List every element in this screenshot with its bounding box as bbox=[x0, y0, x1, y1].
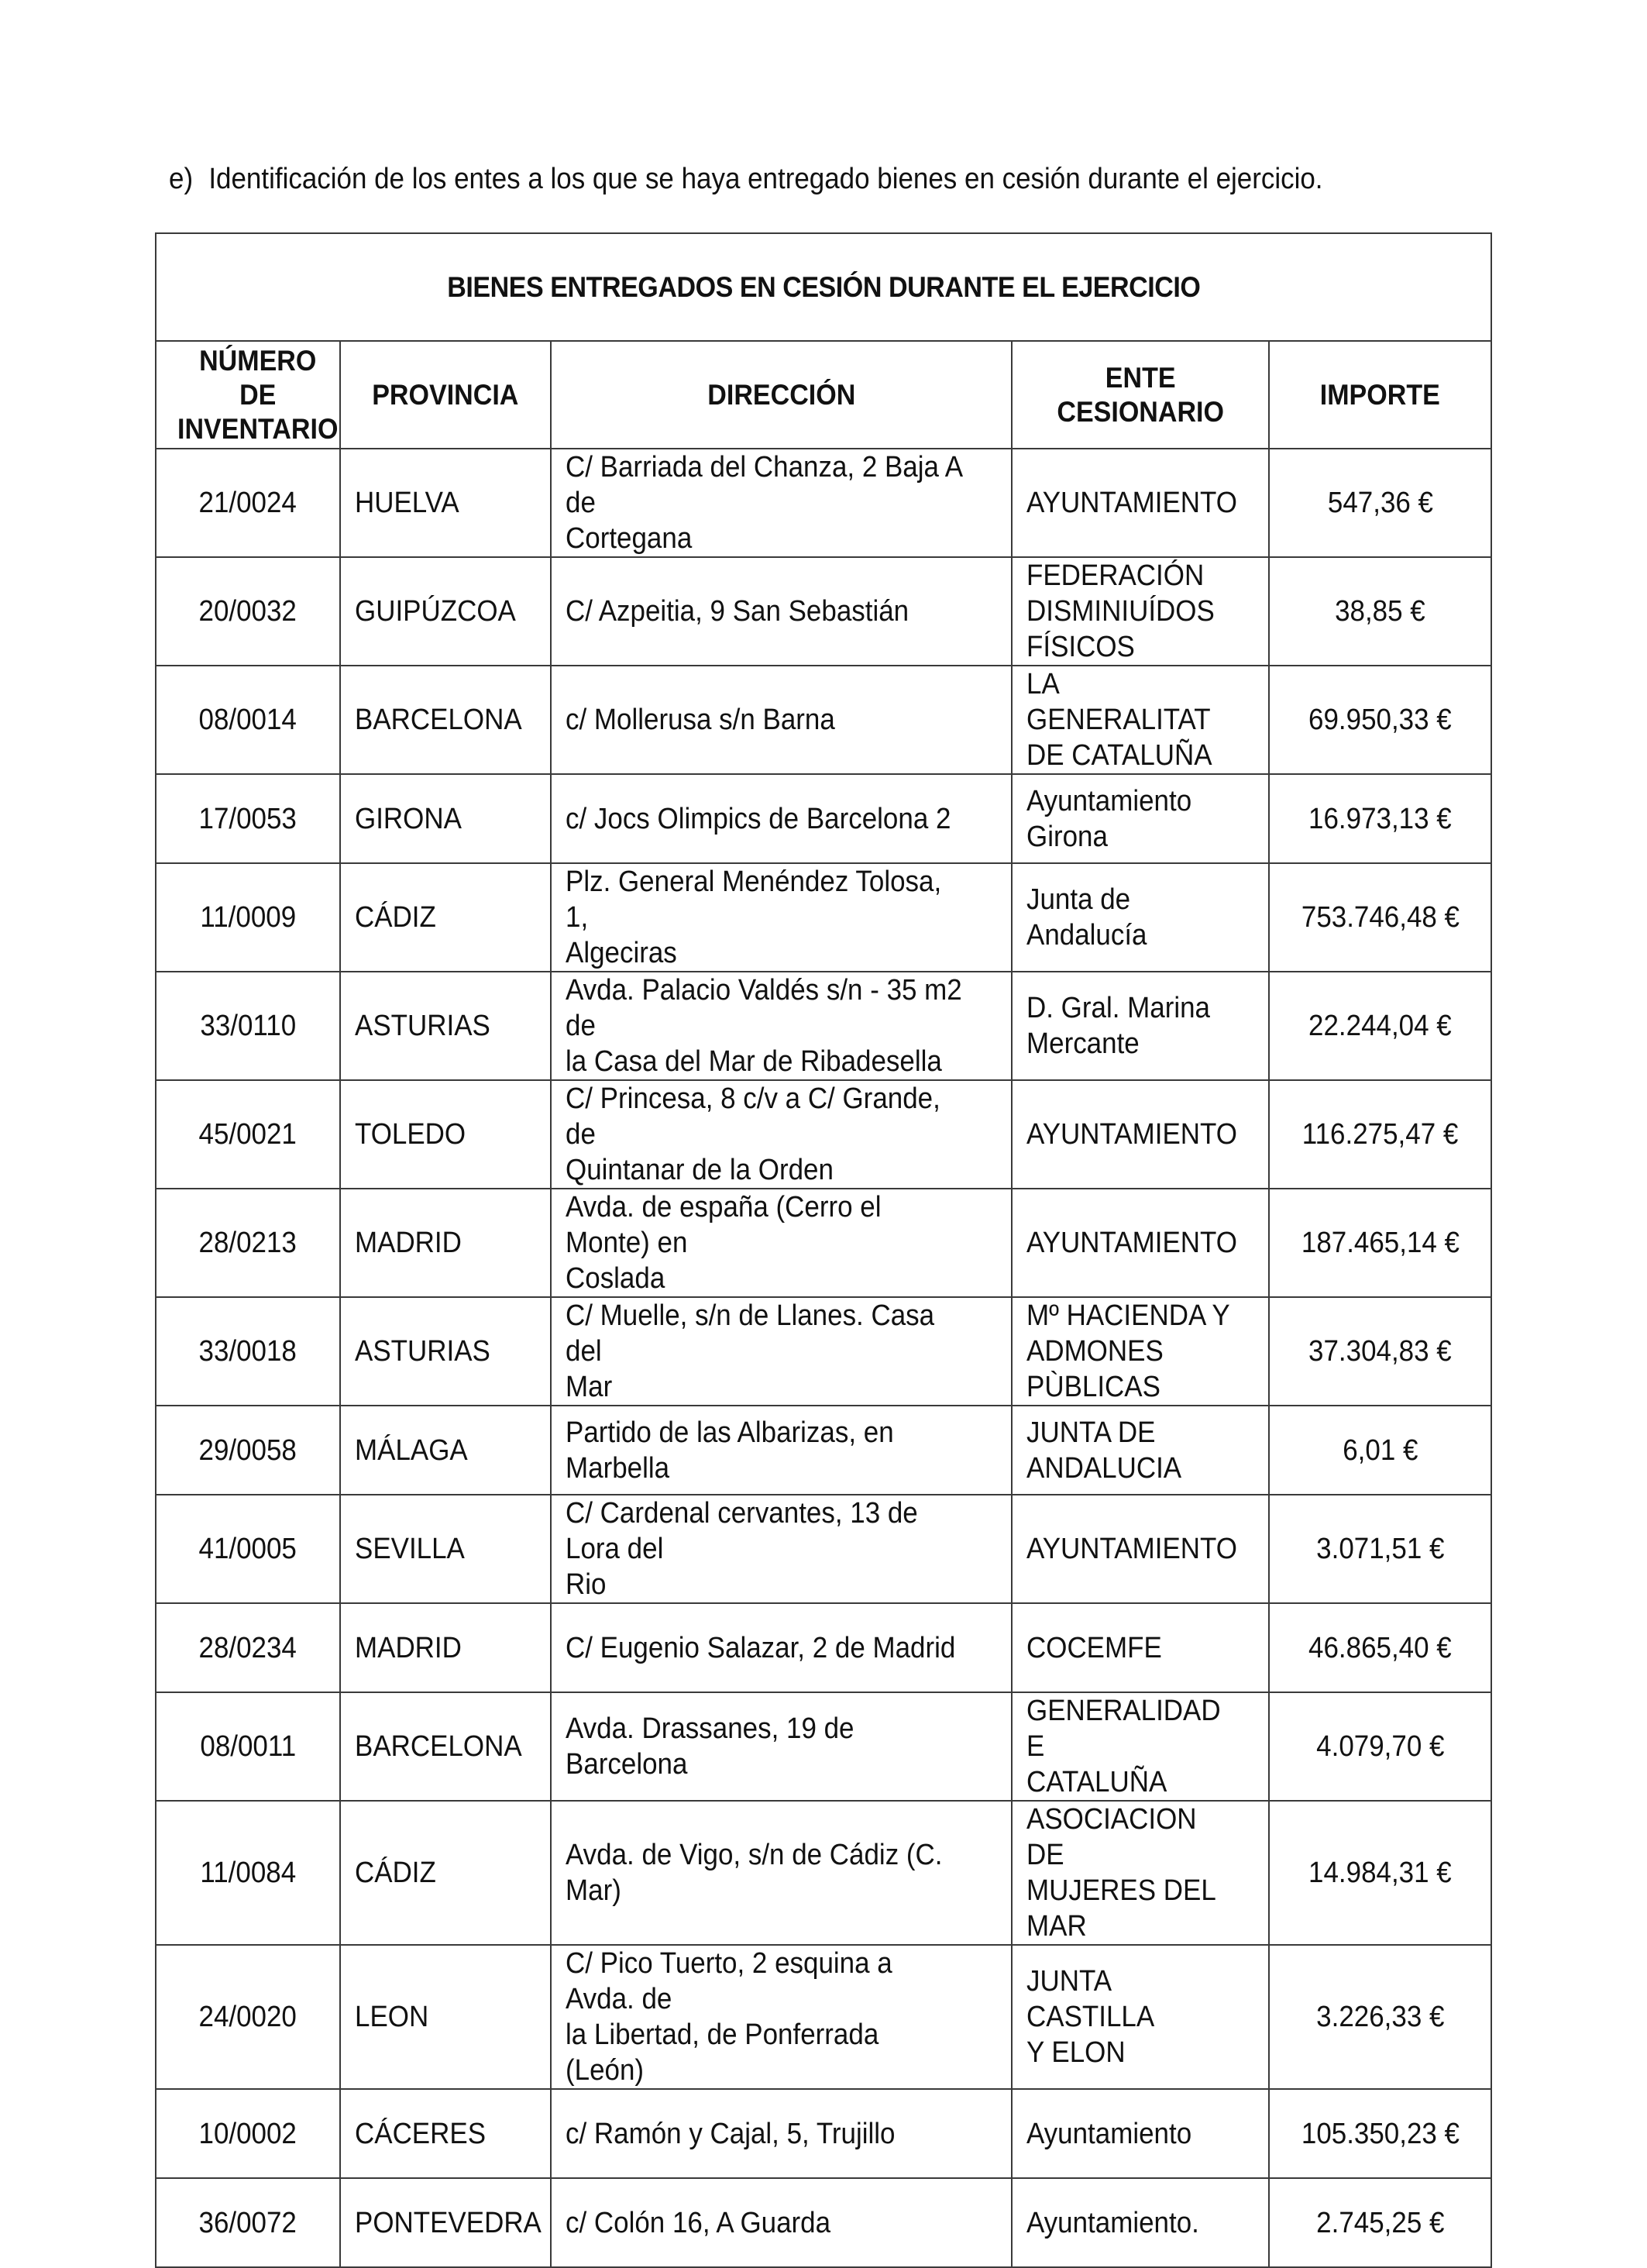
cell-importe: 22.244,04 € bbox=[1269, 972, 1491, 1080]
cell-numero: 20/0032 bbox=[156, 557, 340, 666]
cell-direccion: c/ Colón 16, A Guarda bbox=[551, 2178, 1012, 2267]
cell-ente: AYUNTAMIENTO bbox=[1012, 1495, 1269, 1603]
table-row bbox=[156, 1692, 1491, 1801]
table-row bbox=[156, 1297, 1491, 1406]
cell-numero: 08/0011 bbox=[156, 1692, 340, 1801]
cell-direccion: Avda. Palacio Valdés s/n - 35 m2 de la Casa del Mar de Ribadesella bbox=[551, 972, 1012, 1080]
cell-ente: Mº HACIENDA Y ADMONES PÙBLICAS bbox=[1012, 1297, 1269, 1406]
cell-ente: ASOCIACION DE MUJERES DEL MAR bbox=[1012, 1801, 1269, 1945]
cell-provincia: LEON bbox=[340, 1945, 551, 2089]
cell-importe: 69.950,33 € bbox=[1269, 666, 1491, 774]
table-row bbox=[156, 1801, 1491, 1945]
table-row bbox=[156, 774, 1491, 863]
cell-importe: 116.275,47 € bbox=[1269, 1080, 1491, 1189]
cell-numero: 28/0213 bbox=[156, 1189, 340, 1297]
bienes-cesion-table bbox=[155, 232, 1492, 2268]
cell-numero: 17/0053 bbox=[156, 774, 340, 863]
table-row bbox=[156, 1189, 1491, 1297]
table-row bbox=[156, 1495, 1491, 1603]
cell-importe: 46.865,40 € bbox=[1269, 1603, 1491, 1692]
cell-numero: 45/0021 bbox=[156, 1080, 340, 1189]
cell-provincia: MÁLAGA bbox=[340, 1406, 551, 1495]
column-header-provincia: PROVINCIA bbox=[340, 341, 551, 449]
table-row bbox=[156, 2178, 1491, 2267]
section-heading bbox=[169, 159, 1323, 199]
table-row bbox=[156, 666, 1491, 774]
table-row bbox=[156, 557, 1491, 666]
cell-direccion: C/ Barriada del Chanza, 2 Baja A de Cortegana bbox=[551, 449, 1012, 557]
table-row bbox=[156, 972, 1491, 1080]
cell-direccion: C/ Cardenal cervantes, 13 de Lora del Rio bbox=[551, 1495, 1012, 1603]
cell-importe: 3.226,33 € bbox=[1269, 1945, 1491, 2089]
cell-provincia: TOLEDO bbox=[340, 1080, 551, 1189]
cell-provincia: MADRID bbox=[340, 1603, 551, 1692]
cell-ente: FEDERACIÓN DISMINIUÍDOS FÍSICOS bbox=[1012, 557, 1269, 666]
cell-numero: 33/0018 bbox=[156, 1297, 340, 1406]
cell-direccion: C/ Pico Tuerto, 2 esquina a Avda. de la Libertad, de Ponferrada (León) bbox=[551, 1945, 1012, 2089]
cell-ente: AYUNTAMIENTO bbox=[1012, 1189, 1269, 1297]
cell-ente: Ayuntamiento bbox=[1012, 2089, 1269, 2178]
table-row bbox=[156, 1080, 1491, 1189]
cell-direccion: Avda. de Vigo, s/n de Cádiz (C. Mar) bbox=[551, 1801, 1012, 1945]
cell-ente: JUNTA DE ANDALUCIA bbox=[1012, 1406, 1269, 1495]
cell-direccion: Partido de las Albarizas, en Marbella bbox=[551, 1406, 1012, 1495]
cell-provincia: GUIPÚZCOA bbox=[340, 557, 551, 666]
cell-provincia: CÁDIZ bbox=[340, 1801, 551, 1945]
cell-provincia: SEVILLA bbox=[340, 1495, 551, 1603]
cell-provincia: ASTURIAS bbox=[340, 972, 551, 1080]
cell-numero: 11/0084 bbox=[156, 1801, 340, 1945]
cell-ente: Junta de Andalucía bbox=[1012, 863, 1269, 972]
cell-numero: 08/0014 bbox=[156, 666, 340, 774]
cell-importe: 3.071,51 € bbox=[1269, 1495, 1491, 1603]
cell-ente: GENERALIDAD E CATALUÑA bbox=[1012, 1692, 1269, 1801]
cell-ente: JUNTA CASTILLA Y ELON bbox=[1012, 1945, 1269, 2089]
cell-numero: 28/0234 bbox=[156, 1603, 340, 1692]
cell-importe: 4.079,70 € bbox=[1269, 1692, 1491, 1801]
cell-direccion: C/ Princesa, 8 c/v a C/ Grande, de Quintanar de la Orden bbox=[551, 1080, 1012, 1189]
cell-importe: 16.973,13 € bbox=[1269, 774, 1491, 863]
cell-direccion: c/ Mollerusa s/n Barna bbox=[551, 666, 1012, 774]
cell-numero: 29/0058 bbox=[156, 1406, 340, 1495]
table-row bbox=[156, 1945, 1491, 2089]
cell-direccion: C/ Muelle, s/n de Llanes. Casa del Mar bbox=[551, 1297, 1012, 1406]
table-row bbox=[156, 449, 1491, 557]
cell-ente: LA GENERALITAT DE CATALUÑA bbox=[1012, 666, 1269, 774]
cell-provincia: BARCELONA bbox=[340, 666, 551, 774]
table-row bbox=[156, 863, 1491, 972]
cell-numero: 11/0009 bbox=[156, 863, 340, 972]
cell-provincia: CÁCERES bbox=[340, 2089, 551, 2178]
cell-direccion: C/ Azpeitia, 9 San Sebastián bbox=[551, 557, 1012, 666]
cell-numero: 36/0072 bbox=[156, 2178, 340, 2267]
cell-direccion: C/ Eugenio Salazar, 2 de Madrid bbox=[551, 1603, 1012, 1692]
cell-provincia: BARCELONA bbox=[340, 1692, 551, 1801]
section-heading-text: Identificación de los entes a los que se haya entregado bienes en cesión durante el ejercicio. bbox=[208, 163, 1323, 195]
cell-importe: 2.745,25 € bbox=[1269, 2178, 1491, 2267]
column-header-numero: NÚMERO DE INVENTARIO bbox=[156, 341, 340, 449]
cell-direccion: Plz. General Menéndez Tolosa, 1, Algeciras bbox=[551, 863, 1012, 972]
cell-direccion: c/ Ramón y Cajal, 5, Trujillo bbox=[551, 2089, 1012, 2178]
cell-provincia: ASTURIAS bbox=[340, 1297, 551, 1406]
cell-importe: 6,01 € bbox=[1269, 1406, 1491, 1495]
cell-ente: Ayuntamiento Girona bbox=[1012, 774, 1269, 863]
table-row bbox=[156, 1406, 1491, 1495]
column-header-direccion: DIRECCIÓN bbox=[551, 341, 1012, 449]
cell-importe: 187.465,14 € bbox=[1269, 1189, 1491, 1297]
cell-numero: 10/0002 bbox=[156, 2089, 340, 2178]
table-row bbox=[156, 2089, 1491, 2178]
cell-direccion: Avda. de españa (Cerro el Monte) en Coslada bbox=[551, 1189, 1012, 1297]
column-header-importe: IMPORTE bbox=[1269, 341, 1491, 449]
table-title-row bbox=[156, 233, 1491, 341]
cell-provincia: HUELVA bbox=[340, 449, 551, 557]
cell-importe: 38,85 € bbox=[1269, 557, 1491, 666]
cell-ente: Ayuntamiento. bbox=[1012, 2178, 1269, 2267]
table-header-row bbox=[156, 341, 1491, 449]
column-header-ente: ENTE CESIONARIO bbox=[1012, 341, 1269, 449]
cell-provincia: CÁDIZ bbox=[340, 863, 551, 972]
cell-ente: D. Gral. Marina Mercante bbox=[1012, 972, 1269, 1080]
cell-direccion: Avda. Drassanes, 19 de Barcelona bbox=[551, 1692, 1012, 1801]
cell-numero: 33/0110 bbox=[156, 972, 340, 1080]
cell-direccion: c/ Jocs Olimpics de Barcelona 2 bbox=[551, 774, 1012, 863]
cell-importe: 753.746,48 € bbox=[1269, 863, 1491, 972]
cell-provincia: PONTEVEDRA bbox=[340, 2178, 551, 2267]
cell-ente: AYUNTAMIENTO bbox=[1012, 1080, 1269, 1189]
cell-provincia: GIRONA bbox=[340, 774, 551, 863]
cell-ente: COCEMFE bbox=[1012, 1603, 1269, 1692]
section-prefix: e) bbox=[169, 163, 194, 195]
cell-importe: 14.984,31 € bbox=[1269, 1801, 1491, 1945]
table-title: BIENES ENTREGADOS EN CESIÓN DURANTE EL EJERCICIO bbox=[156, 233, 1491, 341]
cell-importe: 105.350,23 € bbox=[1269, 2089, 1491, 2178]
cell-importe: 37.304,83 € bbox=[1269, 1297, 1491, 1406]
table-row bbox=[156, 1603, 1491, 1692]
cell-provincia: MADRID bbox=[340, 1189, 551, 1297]
cell-numero: 21/0024 bbox=[156, 449, 340, 557]
cell-numero: 41/0005 bbox=[156, 1495, 340, 1603]
cell-importe: 547,36 € bbox=[1269, 449, 1491, 557]
cell-numero: 24/0020 bbox=[156, 1945, 340, 2089]
cell-ente: AYUNTAMIENTO bbox=[1012, 449, 1269, 557]
